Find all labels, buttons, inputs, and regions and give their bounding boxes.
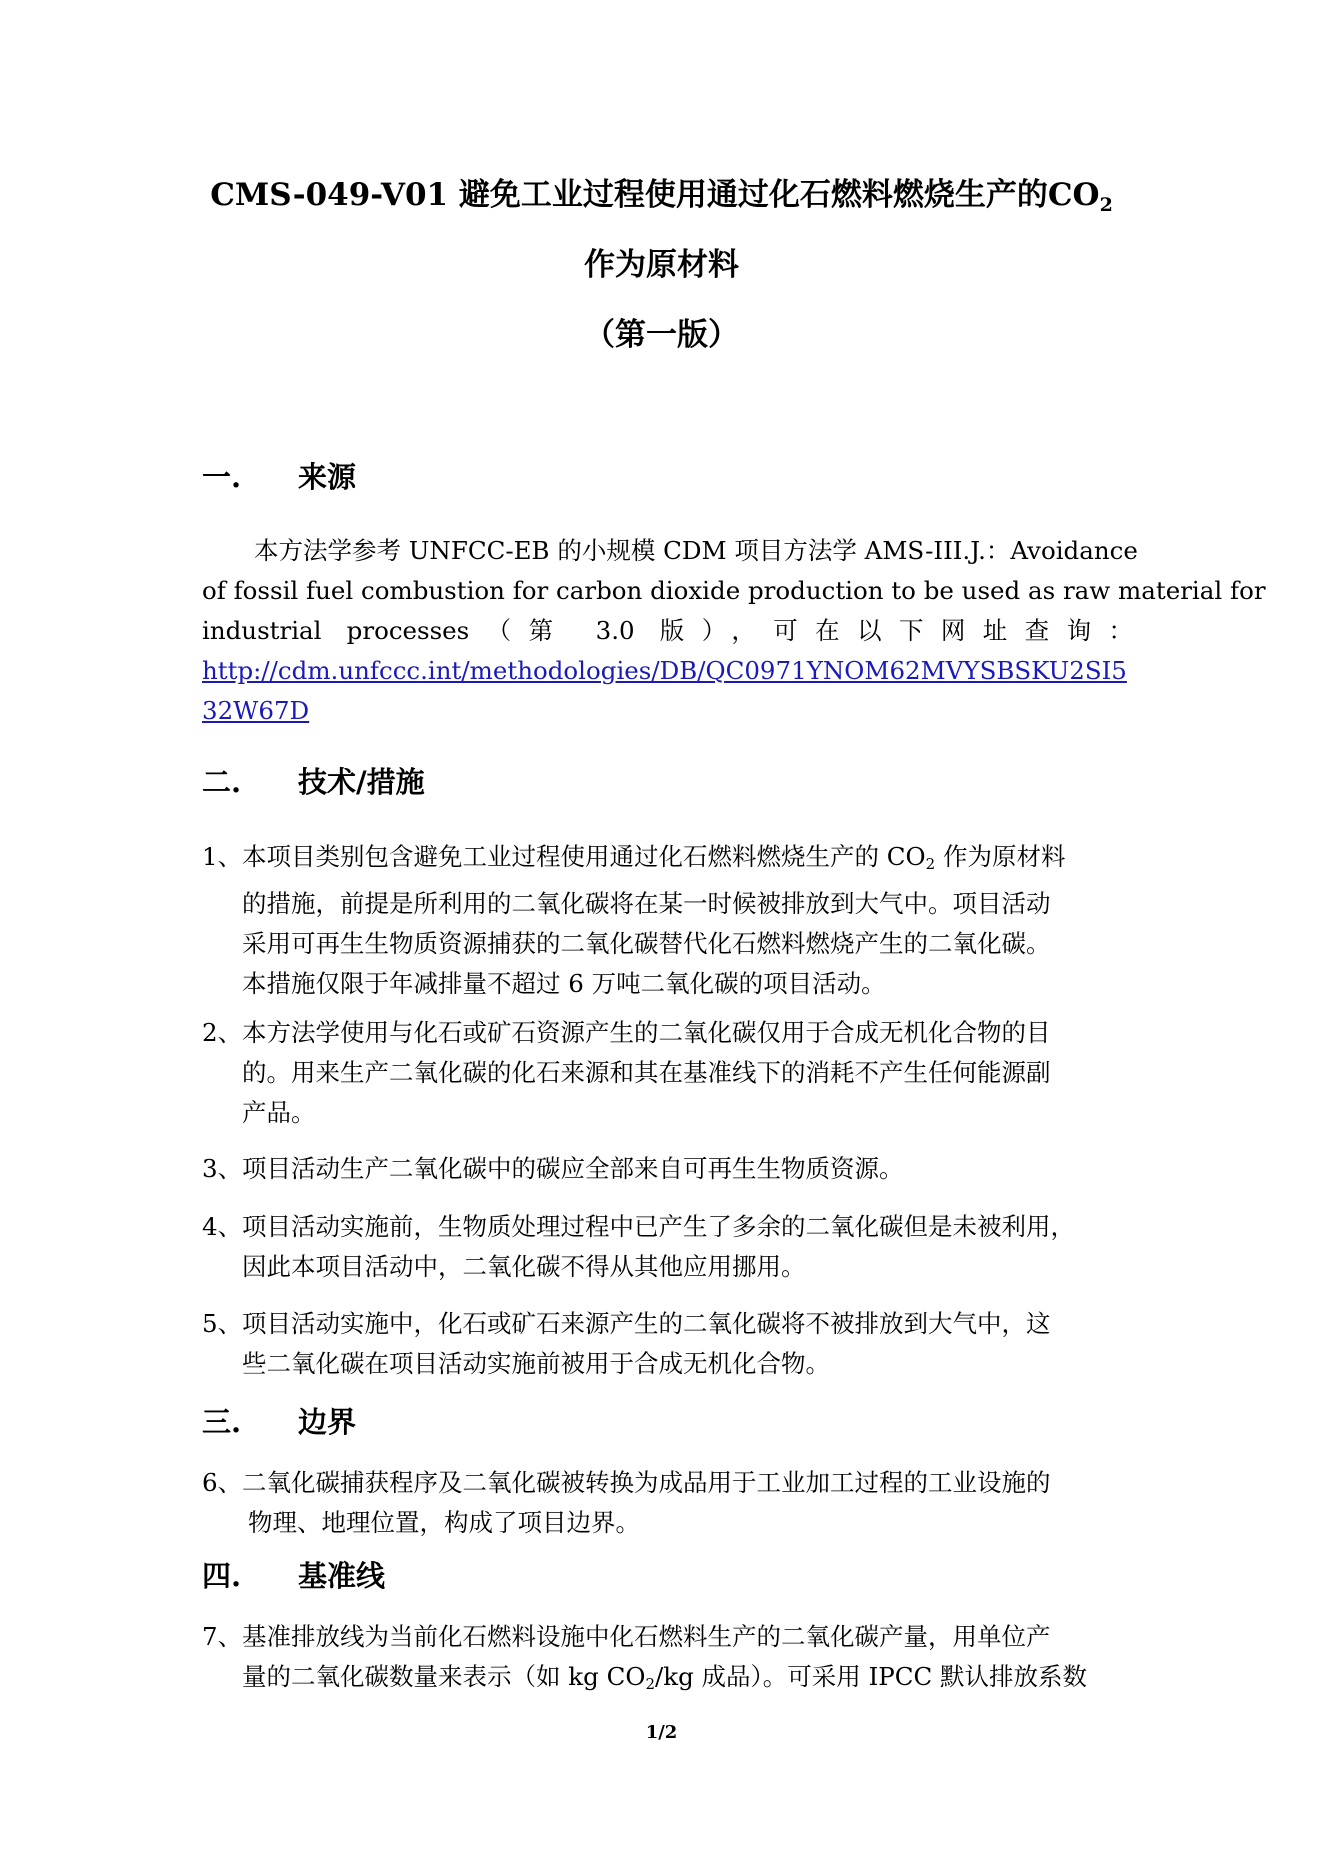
list-item: 3、 项目活动生产二氧化碳中的碳应全部来自可再生生物质资源。 bbox=[202, 1154, 904, 1183]
section-heading-technology: 二. 技术/措施 bbox=[202, 765, 425, 799]
list-item: 7、 基准排放线为当前化石燃料设施中化石燃料生产的二氧化碳产量，用单位产 量的二氧化碳数量来表示（如 kg $CO_2/kg$ 成品）。可采用 IPCC 默认排放系数 bbox=[202, 1622, 1088, 1693]
section-heading-source: 一. 来源 bbox=[202, 460, 357, 494]
list-item: 4、 项目活动实施前，生物质处理过程中已产生了多余的二氧化碳但是未被利用， 因此本项目活动中，二氧化碳不得从其他应用挪用。 bbox=[202, 1212, 1075, 1281]
section-heading-baseline: 四. 基准线 bbox=[202, 1559, 386, 1593]
page-number: 1/2 bbox=[645, 1722, 678, 1743]
source-paragraph: 本方法学参考 UNFCC-EB 的小规模 CDM 项目方法学 AMS-III.J.：Avoidance of fossil fuel combustion for carbon dioxide production to be used as raw material for industrial processes（第 3.0 版），可在以下网址查询： http://cdm.unfccc.int/methodologies/DB/QC0971YNOM62MVYSBSKU2SI532W67D bbox=[202, 536, 1266, 725]
list-item: 6、 二氧化碳捕获程序及二氧化碳被转换为成品用于工业加工过程的工业设施的 物理、地理位置，构成了项目边界。 bbox=[202, 1468, 1051, 1537]
document-edition: （第一版） bbox=[584, 317, 739, 353]
list-item: 5、 项目活动实施中，化石或矿石来源产生的二氧化碳将不被排放到大气中，这 些二氧化碳在项目活动实施前被用于合成无机化合物。 bbox=[202, 1309, 1051, 1378]
list-item: 2、 本方法学使用与化石或矿石资源产生的二氧化碳仅用于合成无机化合物的目 的。用来生产二氧化碳的化石来源和其在基准线下的消耗不产生任何能源副 产品。 bbox=[202, 1018, 1051, 1127]
methodology-link[interactable]: http://cdm.unfccc.int/methodologies/DB/QC0971YNOM62MVYSBSKU2SI532W67D bbox=[202, 656, 1127, 725]
document-title-line1: CMS-049-V01 避免工业过程使用通过化石燃料燃烧生产的$CO_2$ bbox=[210, 177, 1113, 216]
list-item: 1、 本项目类别包含避免工业过程使用通过化石燃料燃烧生产的 $CO_2$ 作为原材料 的措施，前提是所利用的二氧化碳将在某一时候被排放到大气中。项目活动 采用可再生生物质资源捕获的二氧化碳替代化石燃料燃烧产生的二氧化碳。 本措施仅限于年减排量不超过 6 万吨二氧化碳的项目活动。 bbox=[202, 842, 1066, 998]
document-title-line2: 作为原材料 bbox=[584, 247, 739, 283]
section-heading-boundary: 三. 边界 bbox=[202, 1405, 357, 1439]
